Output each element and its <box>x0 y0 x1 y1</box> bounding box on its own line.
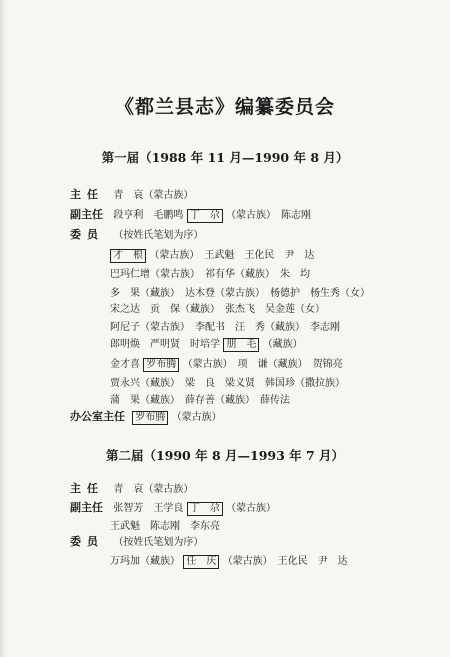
s1-member-line <box>110 357 343 372</box>
member-names: 蒲 果（藏族） 薛存善（藏族） 薛传法 <box>110 395 290 406</box>
member-names: 宋之达 贡 保（藏族） 张杰飞 吴金莲（女） <box>110 304 325 315</box>
s1-member-line <box>110 393 290 408</box>
member-names: （蒙古族） 王武魁 王化民 尹 达 <box>149 250 315 261</box>
s1-members-row <box>70 228 203 243</box>
s1-chair-row <box>70 188 193 203</box>
member-names: （蒙古族） <box>171 412 222 423</box>
boxed-name: 丁 尕 <box>187 502 223 516</box>
member-names: 郎明焕 严明贤 时培学 <box>110 339 220 350</box>
s1-member-line <box>110 286 370 301</box>
member-names: （蒙古族） 陈志刚 <box>226 210 312 221</box>
member-names: 段亨利 毛鹏鸣 <box>113 210 184 221</box>
role-label: 副主任 <box>70 208 103 221</box>
member-names: 巴玛仁增（蒙古族） 祁有华（藏族） 朱 均 <box>110 269 310 280</box>
s1-member-line <box>110 337 303 352</box>
member-names: 贾永兴（藏族） 梁 良 梁义贤 韩国珍（撒拉族） <box>110 378 345 389</box>
boxed-name: 丁 尕 <box>187 209 223 223</box>
role-label: 委员 <box>70 535 104 548</box>
member-names: 青 哀（蒙古族） <box>113 484 194 495</box>
member-names: 金才喜 <box>110 359 140 370</box>
s1-member-line <box>110 376 345 391</box>
role-label: 主任 <box>70 188 104 201</box>
role-label: 委员 <box>70 228 104 241</box>
member-names: 万玛加（藏族） <box>110 556 180 567</box>
member-note: （按姓氏笔划为序） <box>113 537 204 548</box>
s1-vicechair-row <box>70 208 311 223</box>
s2-vicechair-line <box>110 519 220 534</box>
member-names: 张智芳 王学良 <box>113 503 184 514</box>
s1-member-line <box>110 302 325 317</box>
member-names: （蒙古族） 项 谦（藏族） 贺锦亮 <box>182 359 343 370</box>
s1-member-line <box>110 267 310 282</box>
boxed-name: 才 根 <box>110 249 146 263</box>
boxed-name: 罗布腾 <box>143 358 179 372</box>
s2-member-line <box>110 554 348 569</box>
member-names: （蒙古族） <box>226 503 277 514</box>
s2-vicechair-row <box>70 501 276 516</box>
member-names: 阿尼子（蒙古族） 李配书 汪 秀（藏族） 李志刚 <box>110 322 340 333</box>
member-note: （按姓氏笔划为序） <box>113 230 204 241</box>
member-names: （蒙古族） 王化民 尹 达 <box>222 556 348 567</box>
s2-chair-row <box>70 482 193 497</box>
member-names: （藏族） <box>262 339 303 350</box>
role-label: 主任 <box>70 482 104 495</box>
boxed-name: 朋 毛 <box>223 338 259 352</box>
s1-member-line <box>110 320 340 335</box>
member-names: 青 哀（蒙古族） <box>113 190 194 201</box>
member-names: 多 果（藏族） 达木登（蒙古族） 杨德护 杨生秀（女） <box>110 288 370 299</box>
session-2-heading: 第二届（1990 年 8 月—1993 年 7 月） <box>105 448 345 463</box>
s2-members-row <box>70 535 203 550</box>
page-title: 《都兰县志》编纂委员会 <box>114 96 335 118</box>
s1-member-line <box>110 248 314 263</box>
member-names: 王武魁 陈志刚 李东亮 <box>110 521 220 532</box>
session-1-heading: 第一届（1988 年 11 月—1990 年 8 月） <box>101 150 349 165</box>
s1-office-row <box>70 410 222 425</box>
role-label: 副主任 <box>70 501 103 514</box>
role-label: 办公室主任 <box>70 410 125 423</box>
boxed-name: 任 庆 <box>183 555 219 569</box>
boxed-name: 罗布腾 <box>132 411 168 425</box>
